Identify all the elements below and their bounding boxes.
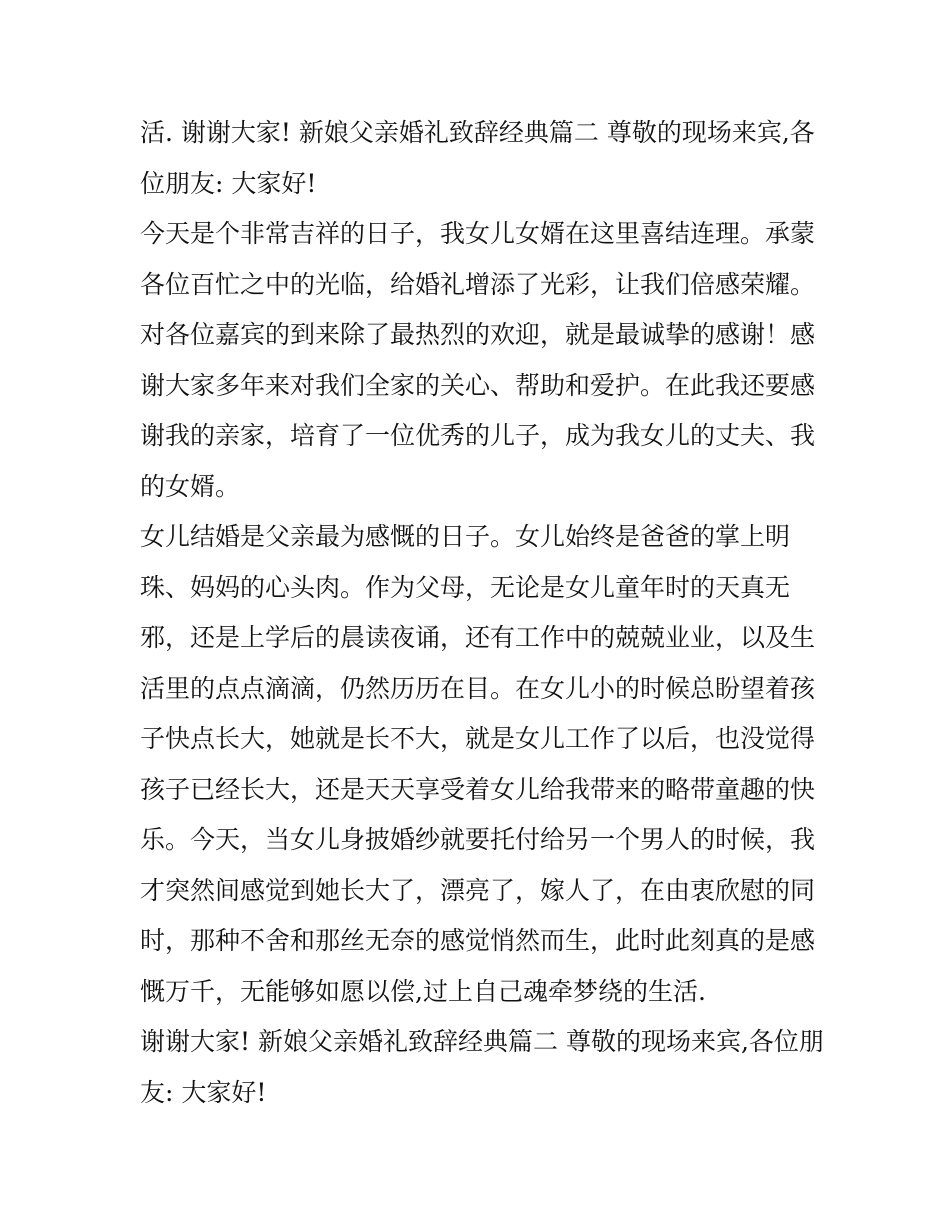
text-line: 女儿结婚是父亲最为感慨的日子。女儿始终是爸爸的掌上明 [140, 522, 791, 551]
text-line: 活里的点点滴滴，仍然历历在目。在女儿小的时候总盼望着孩 [140, 673, 816, 703]
text-line: 谢我的亲家，培育了一位优秀的儿子，成为我女儿的丈夫、我 [140, 421, 816, 450]
text-line: 对各位嘉宾的到来除了最热烈的欢迎，就是最诚挚的感谢！感 [140, 320, 816, 349]
text-line: 乐。今天，当女儿身披婚纱就要托付给另一个男人的时候，我 [140, 825, 816, 854]
paragraph-4 [140, 1017, 824, 1118]
text-line: 谢大家多年来对我们全家的关心、帮助和爱护。在此我还要感 [140, 370, 816, 400]
text-line: 活. 谢谢大家! 新娘父亲婚礼致辞经典篇二 尊敬的现场来宾,各 [140, 118, 815, 147]
text-line: 子快点长大，她就是长不大，就是女儿工作了以后，也没觉得 [140, 724, 816, 753]
text-line: 珠、妈妈的心头肉。作为父母，无论是女儿童年时的天真无 [140, 572, 791, 602]
text-line: 友: 大家好! [140, 1077, 267, 1107]
text-line: 孩子已经长大，还是天天享受着女儿给我带来的略带童趣的快 [140, 774, 816, 804]
text-line: 的女婿。 [140, 471, 241, 501]
text-line: 邪，还是上学后的晨读夜诵，还有工作中的兢兢业业，以及生 [140, 623, 816, 652]
text-line: 时，那种不舍和那丝无奈的感觉悄然而生，此时此刻真的是感 [140, 926, 816, 955]
paragraph-2 [140, 209, 816, 512]
text-line: 位朋友: 大家好! [140, 168, 317, 198]
paragraph-3 [140, 512, 816, 1017]
text-line: 慨万千，无能够如愿以偿,过上自己魂牵梦绕的生活. [140, 976, 706, 1006]
paragraph-1 [140, 108, 815, 209]
text-line: 谢谢大家! 新娘父亲婚礼致辞经典篇二 尊敬的现场来宾,各位朋 [140, 1027, 824, 1056]
text-line: 各位百忙之中的光临，给婚礼增添了光彩，让我们倍感荣耀。 [140, 269, 816, 299]
text-line: 才突然间感觉到她长大了，漂亮了，嫁人了，在由衷欣慰的同 [140, 875, 816, 905]
text-line: 今天是个非常吉祥的日子，我女儿女婿在这里喜结连理。承蒙 [140, 219, 816, 248]
document-body [140, 108, 824, 1118]
